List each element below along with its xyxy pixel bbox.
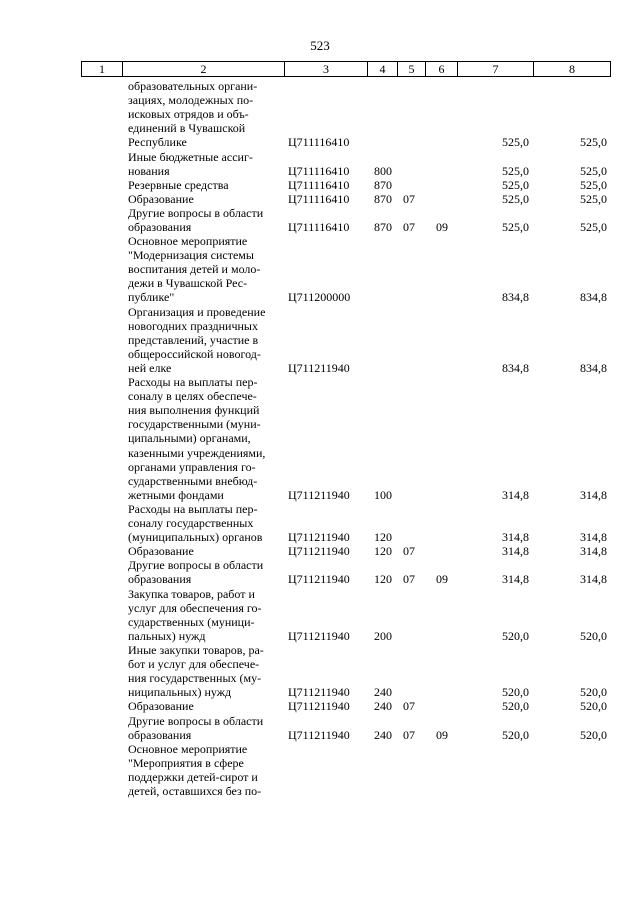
row-value-8: 525,0 [580,163,607,178]
row-col-5: 07 [403,699,415,714]
row-value-8: 520,0 [580,727,607,742]
table-row [0,714,640,742]
row-col-6: 09 [436,219,448,234]
row-code: Ц711211940 [288,685,350,700]
row-col-4: 200 [374,628,392,643]
row-name: Образование [128,699,194,714]
header-col-5: 5 [398,62,426,77]
row-code: Ц711211940 [288,360,350,375]
table-row [0,206,640,234]
row-col-4: 120 [374,544,392,559]
table-row [0,234,640,305]
header-col-3: 3 [285,62,368,77]
row-value-7: 525,0 [502,163,529,178]
row-value-8: 314,8 [580,487,607,502]
table-row [0,742,640,798]
row-value-8: 520,0 [580,628,607,643]
row-code: Ц711116410 [288,219,350,234]
row-name: Другие вопросы в области образования [128,205,264,234]
row-value-7: 314,8 [502,572,529,587]
row-value-7: 314,8 [502,544,529,559]
row-col-4: 240 [374,685,392,700]
row-col-4: 240 [374,699,392,714]
row-code: Ц711211940 [288,727,350,742]
table-row [0,79,640,150]
row-value-8: 834,8 [580,360,607,375]
row-code: Ц711211940 [288,628,350,643]
row-value-8: 314,8 [580,544,607,559]
row-col-4: 100 [374,487,392,502]
row-col-5: 07 [403,191,415,206]
row-value-7: 525,0 [502,219,529,234]
row-value-7: 834,8 [502,360,529,375]
row-name: Образование [128,191,194,206]
row-value-7: 525,0 [502,135,529,150]
table-row [0,699,640,713]
table-row [0,178,640,192]
row-code: Ц711211940 [288,699,350,714]
row-name: Образование [128,544,194,559]
row-col-6: 09 [436,572,448,587]
row-value-8: 525,0 [580,135,607,150]
row-col-5: 07 [403,572,415,587]
row-code: Ц711211940 [288,572,350,587]
row-col-4: 240 [374,727,392,742]
table-row [0,544,640,558]
row-name: Организация и проведение новогодних праздничных представлений, участие в общероссийской новогод- ней елке [128,304,266,375]
header-col-8: 8 [534,62,611,77]
header-col-6: 6 [426,62,458,77]
table-row [0,192,640,206]
row-code: Ц711116410 [288,177,350,192]
row-value-8: 314,8 [580,572,607,587]
row-code: Ц711211940 [288,487,350,502]
row-name: Расходы на выплаты пер- соналу в целях обеспече- ния выполнения функций государственными (муни- ципальными) органами, казенными учреждениями, органами управления го- сударственными внебюд- жетными фондами [128,375,266,502]
row-name: Основное мероприятие "Модернизация системы воспитания детей и моло- дежи в Чувашской Рес- публике" [128,234,261,305]
header-col-7: 7 [458,62,534,77]
table-row [0,150,640,178]
row-col-5: 07 [403,219,415,234]
row-name: Резервные средства [128,177,229,192]
row-value-7: 525,0 [502,191,529,206]
header-col-2: 2 [123,62,285,77]
row-value-7: 525,0 [502,177,529,192]
row-value-8: 520,0 [580,685,607,700]
row-value-8: 525,0 [580,177,607,192]
row-value-7: 520,0 [502,727,529,742]
page-number: 523 [310,38,330,53]
row-value-7: 520,0 [502,628,529,643]
row-value-7: 520,0 [502,699,529,714]
row-name: Иные бюджетные ассиг- нования [128,149,253,178]
row-code: Ц711211940 [288,530,350,545]
row-name: Закупка товаров, работ и услуг для обеспечения го- сударственных (муници- пальных) нужд [128,586,262,643]
row-code: Ц711116410 [288,163,350,178]
row-name: Расходы на выплаты пер- соналу государственных (муниципальных) органов [128,502,263,545]
row-name: образовательных органи- зациях, молодежных по- исковых отрядов и объ- единений в Чувашской Республике [128,79,258,150]
row-col-4: 870 [374,219,392,234]
row-name: Основное мероприятие "Мероприятия в сфере поддержки детей-сирот и детей, оставшихся без по- [128,741,262,798]
row-value-8: 834,8 [580,290,607,305]
row-value-7: 314,8 [502,530,529,545]
row-col-5: 07 [403,544,415,559]
row-value-8: 314,8 [580,530,607,545]
row-value-8: 520,0 [580,699,607,714]
header-col-4: 4 [368,62,398,77]
row-col-5: 07 [403,727,415,742]
table-row [0,375,640,502]
table-row [0,502,640,544]
row-code: Ц711200000 [288,290,351,305]
row-value-8: 525,0 [580,219,607,234]
row-code: Ц711211940 [288,544,350,559]
row-code: Ц711116410 [288,191,350,206]
table-header [81,61,611,77]
row-value-7: 520,0 [502,685,529,700]
row-name: Другие вопросы в области образования [128,558,264,587]
row-name: Другие вопросы в области образования [128,713,264,742]
row-col-4: 120 [374,530,392,545]
table-row [0,587,640,643]
row-name: Иные закупки товаров, ра- бот и услуг для обеспече- ния государственных (му- ниципальных) нужд [128,643,264,700]
row-col-4: 870 [374,191,392,206]
row-col-6: 09 [436,727,448,742]
row-col-4: 120 [374,572,392,587]
row-col-4: 800 [374,163,392,178]
table-row [0,558,640,586]
table-row [0,305,640,376]
row-value-7: 314,8 [502,487,529,502]
row-col-4: 870 [374,177,392,192]
row-code: Ц711116410 [288,135,350,150]
row-value-7: 834,8 [502,290,529,305]
header-col-1: 1 [82,62,123,77]
row-value-8: 525,0 [580,191,607,206]
table-row [0,643,640,699]
